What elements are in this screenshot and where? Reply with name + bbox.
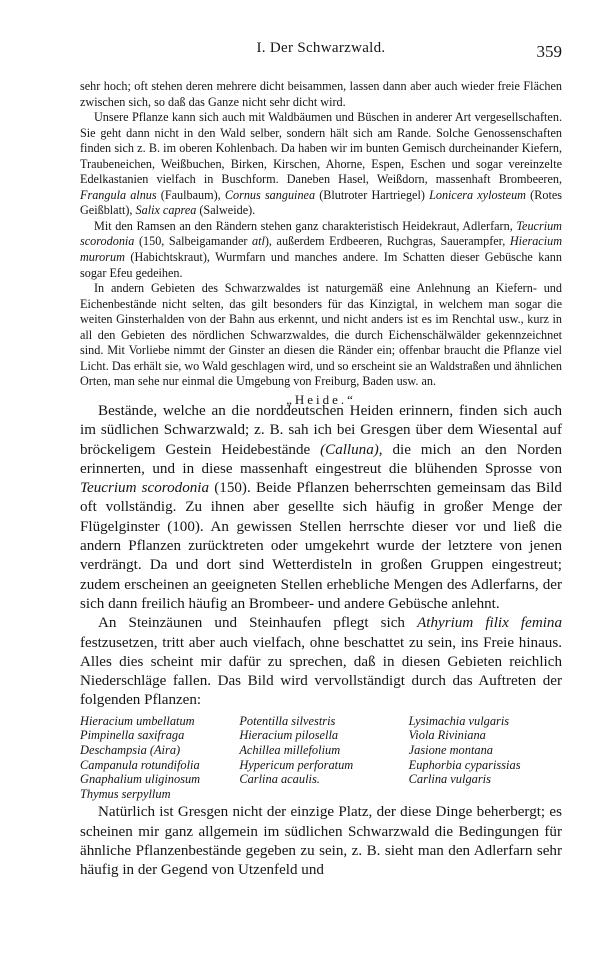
species-item: Deschampsia (Aira) (80, 742, 181, 757)
species-name: Salix caprea (135, 203, 197, 218)
page-number: 359 (536, 42, 562, 61)
species-item: Hieracium pilosella (239, 728, 339, 743)
species-name: Hieracium murorum (80, 234, 562, 265)
running-header (80, 36, 562, 62)
paragraph: An Steinzäunen und Steinhaufen pflegt sich Athyrium filix femina festzusetzen, tritt aber auch vielfach, ohne beschattet zu sein, ins Freie hinaus. Alles dies scheint mir dafür zu sprechen, daß in diesen Gebieten reichlich Niederschläge fallen. Das Bild wird vervollständigt durch das Auftreten der folgenden Pflanzen: (80, 615, 563, 709)
species-name: (Calluna) (320, 441, 379, 458)
species-item: Jasione montana (408, 742, 493, 757)
paragraph: sehr hoch; oft stehen deren mehrere dicht beisammen, lassen dann aber auch wieder freie Flächen zwischen sich, so daß das Ganze nicht sehr dicht wird. (80, 79, 562, 109)
species-name: Cornus sanguinea (224, 187, 316, 202)
species-item: Campanula rotundifolia (80, 757, 200, 772)
species-name: Athyrium filix femina (417, 615, 563, 632)
species-item: Euphorbia cyparissias (408, 757, 521, 772)
species-item: Lysimachia vulgaris (408, 713, 510, 728)
species-name: Lonicera xylosteum (429, 187, 526, 202)
main-text-section (80, 402, 562, 881)
species-item: Gnaphalium uliginosum (80, 772, 201, 787)
species-name: Teucrium scorodonia (80, 218, 562, 249)
species-name: Teucrium scorodonia (80, 480, 210, 497)
species-item: Viola Riviniana (408, 728, 486, 743)
paragraph: Unsere Pflanze kann sich auch mit Waldbäumen und Büschen in anderer Art vergesellschaften. Sie geht dann nicht in den Wald selber, sondern hält sich am Rande. Solche Genossenschaften finden sich z. B. im oberen Kohlenbach. Da haben wir im bunten Gemisch durcheinander Kiefern, Traubeneichen, Weißbuchen, Birken, Kirschen, Ahorne, Espen, Eschen und sogar vereinzelte Edelkastanien vielfach in Buschform. Daneben Hasel, Weißdorn, massenhaft Brombeeren, Frangula alnus (Faulbaum), Cornus sanguinea (Blutroter Hartriegel) Lonicera xylosteum (Rotes Geißblatt), Salix caprea (Salweide). (80, 110, 562, 218)
paragraph: In andern Gebieten des Schwarzwaldes ist naturgemäß eine Anlehnung an Kiefern- und Eichenbestände nicht selten, das gilt besonders für das Kinzigtal, in welchem man sogar die weiten Ginsterhalden von der Bahn aus erkennt, und nicht anders ist es im Renchtal usw., kurz in all den Gebieten des nördlichen Schwarzwaldes, die durch Eichenschälwälder gekennzeichnet sind. Mit Vorliebe nimmt der Ginster an diesen die Ränder ein; offenbar braucht die Pflanze viel Licht. Das erhält sie, wo Wald geschlagen wird, und so erscheint sie an Waldstraßen und ähnlichen Orten, man sehe nur einmal die Umgebung von Freiburg, Baden usw. an. (80, 281, 562, 389)
species-item: Pimpinella saxifraga (80, 728, 185, 743)
section-title: „Heide.“ (286, 391, 356, 407)
species-item: Carlina acaulis. (239, 772, 320, 787)
species-column-2 (233, 714, 392, 802)
species-column-3 (393, 714, 562, 802)
species-item: Thymus serpyllum (80, 786, 171, 801)
paragraph: Natürlich ist Gresgen nicht der einzige Platz, der diese Dinge beherbergt; es scheinen mir ganz allgemein im südlichen Schwarzwald die Bedingungen für ähnliche Pflanzenbestände gegeben zu sein, z. B. sieht man den Adlerfarn sehr häufig in der Gegend von Utzenfeld und (80, 804, 562, 879)
species-item: Achillea millefolium (239, 742, 341, 757)
species-column-1 (80, 714, 233, 802)
small-print-section (80, 79, 562, 411)
species-item: Hypericum perforatum (239, 757, 354, 772)
species-item: Potentilla silvestris (239, 713, 336, 728)
species-list (80, 714, 562, 802)
running-title: I. Der Schwarzwald. (256, 40, 386, 56)
paragraph: Mit den Ramsen an den Rändern stehen ganz charakteristisch Heidekraut, Adlerfarn, Teucrium scorodonia (150, Salbeigamander atl), außerdem Erdbeeren, Ruchgras, Sauerampfer, Hieracium murorum (Habichtskraut), Wurmfarn und manches andere. Im Schatten dieser Gebüsche kann sogar Efeu gedeihen. (80, 218, 562, 280)
species-item: Hieracium umbellatum (80, 713, 195, 728)
species-name: Frangula alnus (80, 187, 157, 202)
species-item: Carlina vulgaris (408, 772, 491, 787)
paragraph: Bestände, welche an die norddeutschen Heiden erinnern, finden sich auch im südlichen Schwarzwald; z. B. sah ich bei Gresgen über dem Wiesental auf bröckeligem Gestein Heidebestände (Calluna), die mich an den Norden erinnerten, und in diese massenhaft eingestreut die blühenden Sprosse von Teucrium scorodonia (150). Beide Pflanzen beherrschten gemeinsam das Bild oft vollständig. Zu ihnen aber gesellte sich häufig in großer Menge der Flügelginster (100). An gewissen Stellen herrschte dieser vor und ließ die andern Pflanzen zurücktreten oder umgekehrt wurde der letztere von jenen verdrängt. Da und dort sind Wetterdisteln in großen Gruppen eingestreut; zudem erscheinen an geeigneten Stellen erhebliche Mengen des Adlerfarns, der sich dann freilich häufig an Brombeer- und andere Gebüsche anlehnt. (80, 403, 562, 612)
